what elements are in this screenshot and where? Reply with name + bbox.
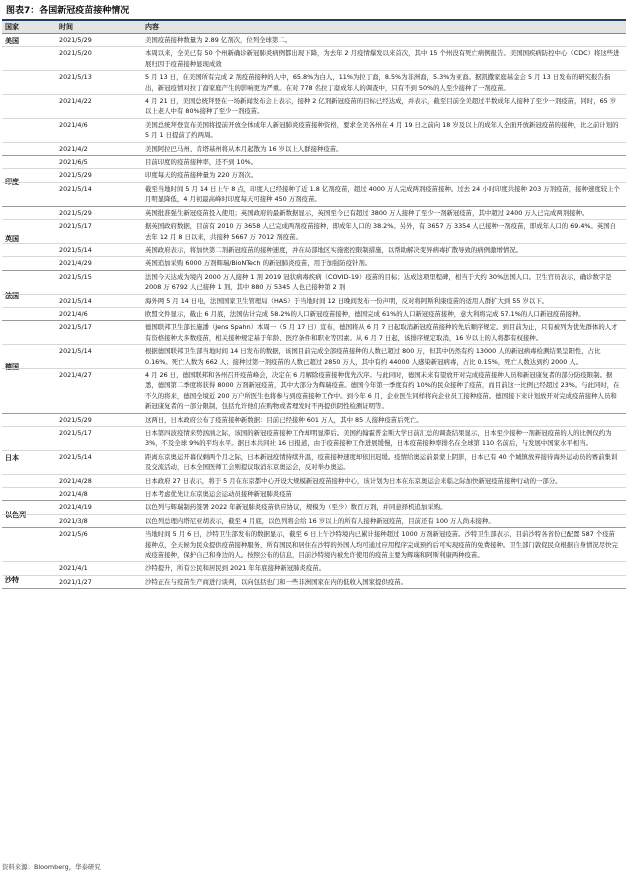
- row-content: 4 月 21 日，美国总统拜登在一场新闻发布会上表示，接种 2 亿剂新冠疫苗的目标已经达成，并表示，截至目前全美超过半数成年人接种了至少一剂疫苗，同时，65 岁以上老人中有 80%接种了至少一剂疫苗。: [145, 97, 617, 116]
- country-label: 法国: [5, 292, 19, 301]
- row-content: 日本第四波疫情来势汹汹之际，该国的新冠疫苗接种工作却明显滞后。美国约翰霍普金斯大学日前汇总的调查结果显示，日本至少接种一剂新冠疫苗的人的比例仅约为 3%，不及全球 9%的平均水平。据日本共同社 16 日报道，由于疫苗接种工作进展缓慢，日本疫苗接种率排名在全球第 110 名前后，与发展中国家水平相当。: [145, 429, 612, 448]
- row-content: 美国阿拉巴马州、肯塔基州将从本月起散为 16 岁以上人群接种疫苗。: [145, 144, 343, 153]
- row-date: 2021/3/8: [59, 516, 88, 525]
- table-row: [2, 71, 626, 95]
- row-content: 以色列总理内塔尼亚胡表示，截至 4 月底，以色列将会给 16 岁以上的所有人接种新冠疫苗，目前还有 100 万人尚未接种。: [145, 516, 495, 525]
- row-content: 根据德国联邦卫生部当地时间 14 日发布的数据，该国目前完成全部疫苗接种的人数已超过 800 万，但其中仍然有约 13000 人的新冠病毒检测结果呈阳性，占比 0.16%。死亡人数为 662 人；接种过第一剂疫苗的人数已超过 2850 万人，其中有约 44000 人感染新冠病毒，占比 0.15%，死亡人数达到约 2000 人。: [145, 347, 601, 366]
- row-content: 印度每天的疫苗接种量为 220 万剂次。: [145, 171, 258, 180]
- row-content: 英国政府表示，将加快第二剂新冠疫苗的接种速度，并在局部地区实施密控限制措施，以帮助解决变异病毒扩散导致的病例激增情况。: [145, 245, 523, 254]
- table-row: [2, 414, 626, 427]
- row-content: 据英国政府数据，目前有 2010 万 3658 人已完成两剂疫苗接种，即成年人口的 38.2%。另外，有 3657 万 3354 人已接种一剂疫苗，即成年人口的 69.4%。英国自去年 12 月 8 日以来，共接种 5667 万 7012 剂疫苗。: [145, 222, 617, 241]
- country-label: 德国: [5, 363, 19, 372]
- table-row: [2, 562, 626, 575]
- row-date: 2021/6/5: [59, 158, 88, 167]
- country-group: [2, 156, 626, 207]
- table-row: [2, 119, 626, 143]
- row-date: 2021/4/22: [59, 97, 92, 106]
- table-row: [2, 156, 626, 169]
- table-row: [2, 220, 626, 244]
- row-date: 2021/5/20: [59, 49, 92, 58]
- row-date: 2021/5/14: [59, 452, 92, 461]
- row-date: 2021/5/29: [59, 415, 92, 424]
- country-label: 英国: [5, 234, 19, 243]
- table-row: [2, 271, 626, 295]
- row-content: 英国追加采购 6000 万剂辉瑞/BioNTech 的新冠肺炎疫苗，用于加强防疫针剂。: [145, 259, 372, 268]
- table-row: [2, 47, 626, 71]
- row-date: 2021/4/8: [59, 490, 88, 499]
- row-content: 法国今天达成为境内 2000 万人接种 1 剂 2019 冠状病毒疾病（COVID-19）疫苗的目标；达成这项里程碑，相当于大约 30%法国人口。卫生官员表示，确诊数字是 2008 万 6792 人已接种 1 剂，其中 880 万 5345 人也已接种第 2 剂: [145, 272, 612, 292]
- country-group: [2, 207, 626, 271]
- row-content: 沙特提升，所有公民和居民到 2021 年年底接种新冠肺炎疫苗。: [145, 564, 326, 573]
- row-content: 距离东京奥运开幕仅剩两个月之际，日本新冠疫情持续升温，疫苗接种速度却依旧迟缓。疫情给奥运前景蒙上阴影，日本已有 40 个城镇放弃接待海外运动员的赛前集训及交流活动，日本全国医师工会则提议取消东京奥运会，反对举办奥运。: [145, 452, 618, 472]
- row-content: 欧盟文件显示，截止 6 月底，法国估计完成 58.2%的人口新冠疫苗接种，德国完成 61%的人口新冠疫苗接种，意大利将完成 57.1%的人口新冠疫苗接种。: [145, 309, 585, 318]
- row-content: 4 月 26 日，德国联邦和各州召开疫苗峰会，决定在 6 月解除疫苗接种优先次序。与此同时，德国未来有望放开对完成疫苗接种人员和新冠康复者的部分防疫限制。据悉，德国第二季度将获得 8000 万剂新冠疫苗，其中大部分为辉瑞疫苗。德国今年第一季度有约 10%的民众接种了疫苗，而目前这一比例已经超过 23%。与此同时，在不久的将来，德国全境近 200 万户所医生也将参与到疫苗接种工作中。到今年 6 月，企业医生同样将向企业员工接种疫苗。德国接下来计划放开对完成疫苗接种人员和新冠康复者的一部分限制，包括允许他们在购物或者理发时不再提供阴性检测证明等。: [145, 370, 620, 411]
- row-date: 2021/4/2: [59, 144, 88, 153]
- table-row: [2, 207, 626, 220]
- table-row: [2, 369, 626, 413]
- table-row: [2, 515, 626, 527]
- table-row: [2, 475, 626, 488]
- table-row: [2, 321, 626, 345]
- header-date: 时间: [59, 23, 73, 31]
- row-content: 这两日，日本政府公布了疫苗接种新数据：目前已经接种 601 万人，其中 85 人接种疫苗后死亡。: [145, 415, 423, 424]
- row-date: 2021/1/27: [59, 577, 92, 586]
- row-date: 2021/5/14: [59, 245, 92, 254]
- row-date: 2021/5/14: [59, 347, 92, 356]
- table-row: [2, 308, 626, 320]
- table-row: [2, 295, 626, 308]
- row-content: 英国批准强生新冠疫苗投入使用；英国政府的最新数据显示，英国至今已有超过 3800 万人接种了至少一剂新冠疫苗，其中超过 2400 万人已完成两剂接种。: [145, 208, 589, 217]
- header-country: 国家: [5, 23, 19, 31]
- source-note: 资料来源：Bloomberg，华泰研究: [2, 863, 101, 871]
- row-content: 美国总统拜登宣布美国将提前开放全体成年人新冠肺炎疫苗接种资格，要求全美各州在 4 月 19 日之前向 18 岁及以上的成年人全面开放新冠疫苗的接种，比之前计划的 5 月 1 日提前了约两周。: [145, 120, 619, 140]
- row-content: 德国联邦卫生部长施潘（Jens Spahn）本周一（5 月 17 日）宣布，德国将从 6 月 7 日起取消新冠疫苗接种的先后顺序规定。到目前为止，只有被列为优先群体的人才有资格接种大多数疫苗，相关接种规定基于年龄、医疗条件和职业等因素。从 6 月 7 日起，该排序规定取消，16 岁以上的人将都有权接种。: [145, 323, 618, 342]
- row-date: 2021/4/6: [59, 120, 88, 129]
- country-group: [2, 321, 626, 413]
- header-content: 内容: [145, 23, 159, 31]
- row-date: 2021/5/17: [59, 429, 92, 437]
- row-date: 2021/4/27: [59, 370, 92, 379]
- table-row: [2, 183, 626, 206]
- table-row: [2, 169, 626, 182]
- row-date: 2021/5/14: [59, 184, 92, 193]
- row-date: 2021/5/13: [59, 73, 92, 82]
- table-header: [2, 19, 626, 34]
- table-row: [2, 244, 626, 257]
- row-content: 日本政府 27 日表示，将于 5 月在东京都中心开设大规模新冠疫苗接种中心，该计划为日本在东京奥运会来临之际加快新冠疫苗接种行动的一部分。: [145, 476, 562, 485]
- table-row: [2, 427, 626, 451]
- country-group: [2, 271, 626, 322]
- table-row: [2, 345, 626, 369]
- row-date: 2021/5/17: [59, 323, 92, 332]
- row-date: 2021/5/29: [59, 36, 92, 44]
- country-group: [2, 414, 626, 502]
- row-date: 2021/5/29: [59, 171, 92, 180]
- country-group: [2, 528, 626, 589]
- table-row: [2, 451, 626, 475]
- row-content: 目前印度的疫苗接种率，还不到 10%。: [145, 158, 258, 167]
- row-date: 2021/4/28: [59, 476, 92, 485]
- row-content: 海外网 5 月 14 日电，法国国家卫生管理局（HAS）于当地时间 12 日晚间发布一份声明，反对将阿斯利康疫苗的适用人群扩大到 55 岁以下。: [145, 296, 549, 305]
- table-row: [2, 501, 626, 514]
- row-date: 2021/4/1: [59, 564, 88, 573]
- country-label: 以色列: [5, 510, 26, 519]
- vaccine-table: [2, 34, 626, 589]
- row-content: 当地时间 5 月 6 日，沙特卫生部发布的数据显示，截至 6 日上午沙特境内已累计接种超过 1000 万剂新冠疫苗。沙特卫生部表示，目前沙特各省份已配置 587 个疫苗接种点，全天候为民众提供疫苗接种服务，所有国民和居住在沙特的外国人均可通过应用程序完成预约后可实现疫苗的免费接种。卫生部门敦促民众根据自身情况尽快完成疫苗接种，保护自己和身边的人。按照公布的信息，目前沙特境内被允许使用的疫苗主要为辉瑞和阿斯利康两种疫苗。: [145, 530, 618, 560]
- row-date: 2021/4/19: [59, 503, 92, 512]
- table-row: [2, 257, 626, 269]
- row-date: 2021/5/15: [59, 272, 92, 281]
- row-content: 5 月 13 日，在美国所有完成 2 剂疫苗接种的人中，65.8%为白人，11%为拉丁裔，8.5%为非洲裔，5.3%为亚裔。据凯撒家庭基金会 5 月 13 日发布的研究报告指出，新冠疫情对拉丁裔家庭产生的影响更为严重。在对 778 名拉丁裔成年人的调查中，只有不到 50%的人至少接种了一剂疫苗。: [145, 73, 611, 92]
- country-label: 印度: [5, 177, 19, 186]
- country-label: 美国: [5, 37, 19, 45]
- row-date: 2021/4/6: [59, 309, 88, 318]
- table-row: [2, 34, 626, 47]
- row-content: 沙特正在与疫苗生产商进行谈判，以向包括也门和一些非洲国家在内的低收入国家提供疫苗。: [145, 577, 408, 586]
- row-date: 2021/4/29: [59, 259, 92, 268]
- row-content: 日本考虑优先让东京奥运会运动员接种新冠肺炎疫苗: [145, 490, 292, 499]
- row-content: 本周以来，全美已有 50 个州新确诊新冠肺炎病例都出现下降，为去年 2 月疫情爆发以来首次，其中 15 个州没有死亡病例报告。美国国疾病防控中心（CDC）将这些进展归因于疫苗接种显现成效: [145, 49, 620, 68]
- country-label: 日本: [5, 453, 19, 462]
- table-row: [2, 576, 626, 588]
- country-label: 沙特: [5, 576, 19, 585]
- row-date: 2021/5/29: [59, 208, 92, 217]
- table-row: [2, 95, 626, 119]
- figure-title: 图表7：各国新冠疫苗接种情况: [6, 6, 130, 16]
- row-content: 美国疫苗接种数量为 2.89 亿剂次，位列全球第二。: [145, 36, 292, 44]
- row-date: 2021/5/6: [59, 530, 88, 539]
- country-group: [2, 501, 626, 528]
- row-date: 2021/5/17: [59, 222, 92, 231]
- row-date: 2021/5/14: [59, 296, 92, 305]
- row-content: 截至当地时间 5 月 14 日上午 8 点，印度人已经接种了近 1.8 亿剂疫苗，超过 4000 万人完成两剂疫苗接种。过去 24 小时印度共接种 203 万剂疫苗，接种速度较上个月明显降低，4 月初最高峰时印度每天可接种 450 万剂疫苗。: [145, 184, 620, 204]
- row-content: 以色列与辉瑞制药签署 2022 年新冠肺炎疫苗供应协议，规模为（至少）数百万剂，并同意择机追加采购。: [145, 503, 447, 512]
- table-row: [2, 143, 626, 155]
- table-row: [2, 528, 626, 562]
- country-group: [2, 34, 626, 156]
- table-row: [2, 488, 626, 500]
